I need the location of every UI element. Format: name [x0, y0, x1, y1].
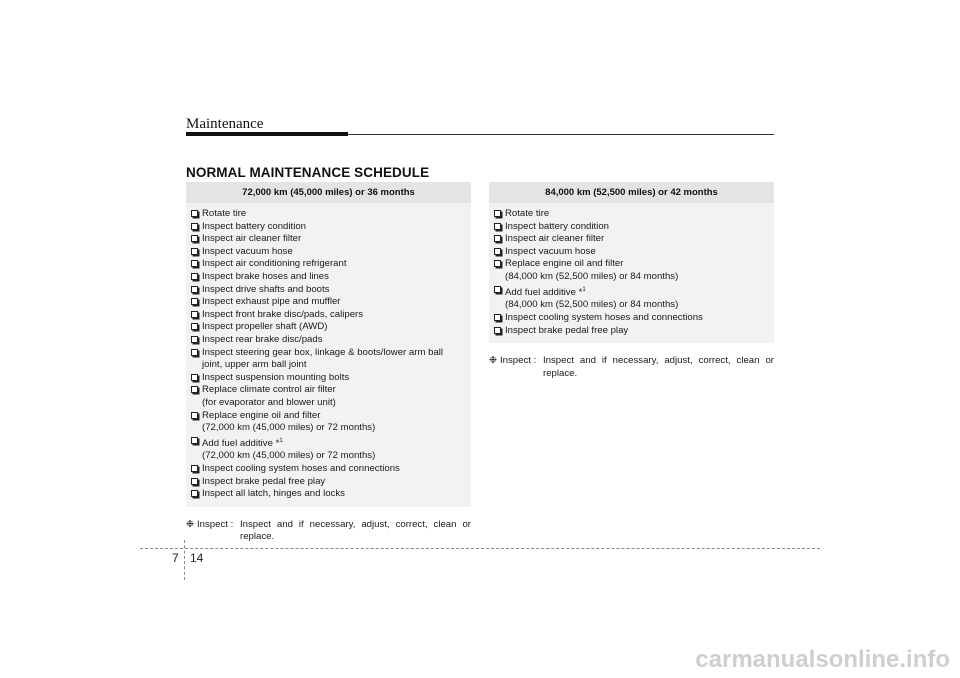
- list-item: Inspect all latch, hinges and locks: [190, 488, 467, 501]
- checkbox-icon: [494, 260, 501, 267]
- schedule-box: [186, 182, 471, 507]
- checkbox-icon: [191, 374, 198, 381]
- checkbox-icon: [494, 210, 501, 217]
- list-item: Inspect steering gear box, linkage & boots/lower arm ball: [190, 347, 467, 360]
- list-item-detail: (72,000 km (45,000 miles) or 72 months): [202, 450, 376, 462]
- checkbox-icon: [191, 465, 198, 472]
- inspect-note: [186, 519, 471, 544]
- list-item: Inspect drive shafts and boots: [190, 284, 467, 297]
- checkbox-icon: [191, 349, 198, 356]
- list-item: Inspect air conditioning refrigerant: [190, 258, 467, 271]
- checkbox-icon: [191, 490, 198, 497]
- list-item: Inspect brake hoses and lines: [190, 271, 467, 284]
- checkbox-icon: [191, 336, 198, 343]
- checkbox-icon: [191, 478, 198, 485]
- schedule-72000km: [186, 182, 471, 544]
- list-item: Inspect exhaust pipe and muffler: [190, 296, 467, 309]
- list-item: Inspect battery condition: [493, 221, 770, 234]
- note-text: Inspect and if necessary, adjust, correct, clean or replace.: [240, 518, 471, 543]
- schedule-items: [489, 203, 774, 343]
- list-item: Replace climate control air filter: [190, 384, 467, 397]
- list-item: Inspect front brake disc/pads, calipers: [190, 309, 467, 322]
- list-item: Add fuel additive *$^1$: [190, 435, 467, 451]
- note-marker-icon: ❉: [489, 355, 498, 367]
- note-marker-icon: ❉: [186, 518, 195, 530]
- chapter-number: 7: [172, 551, 179, 565]
- footer-rule: [140, 548, 820, 549]
- checkbox-icon: [494, 327, 501, 334]
- header-title: Maintenance: [186, 116, 264, 132]
- list-item: Inspect air cleaner filter: [190, 233, 467, 246]
- list-item: Inspect cooling system hoses and connections: [190, 463, 467, 476]
- list-item: Replace engine oil and filter: [190, 410, 467, 423]
- list-item: Inspect vacuum hose: [493, 246, 770, 259]
- checkbox-icon: [494, 223, 501, 230]
- inspect-note: [489, 355, 774, 380]
- checkbox-icon: [191, 223, 198, 230]
- checkbox-icon: [191, 248, 198, 255]
- list-item-detail: (84,000 km (52,500 miles) or 84 months): [505, 299, 679, 311]
- section-title: NORMAL MAINTENANCE SCHEDULE: [186, 165, 430, 180]
- page-number: 14: [190, 551, 204, 565]
- checkbox-icon: [191, 437, 198, 444]
- footnote-marker: 1: [582, 286, 586, 293]
- checkbox-icon: [191, 260, 198, 267]
- checkbox-icon: [191, 298, 198, 305]
- list-item: Inspect cooling system hoses and connections: [493, 312, 770, 325]
- watermark-text: carmanualsonline.info: [695, 646, 950, 673]
- checkbox-icon: [494, 235, 501, 242]
- list-item: Rotate tire: [493, 208, 770, 221]
- note-text: Inspect and if necessary, adjust, correct, clean or replace.: [543, 355, 774, 379]
- list-item-detail: (84,000 km (52,500 miles) or 84 months): [505, 270, 679, 282]
- schedule-box: [489, 182, 774, 343]
- checkbox-icon: [494, 248, 501, 255]
- list-item: Inspect vacuum hose: [190, 246, 467, 259]
- list-item: Replace engine oil and filter: [493, 258, 770, 271]
- checkbox-icon: [191, 412, 198, 419]
- schedule-84000km: [489, 182, 774, 380]
- header-rule-accent: [186, 132, 348, 136]
- list-item: Inspect brake pedal free play: [493, 325, 770, 338]
- schedule-items: [186, 203, 471, 507]
- list-item: Inspect air cleaner filter: [493, 233, 770, 246]
- list-item-detail: (for evaporator and blower unit): [202, 396, 336, 408]
- list-item: Inspect brake pedal free play: [190, 476, 467, 489]
- checkbox-icon: [191, 286, 198, 293]
- list-item: Inspect battery condition: [190, 221, 467, 234]
- list-item: Inspect propeller shaft (AWD): [190, 321, 467, 334]
- list-item: Inspect suspension mounting bolts: [190, 372, 467, 385]
- checkbox-icon: [191, 311, 198, 318]
- list-item: Inspect rear brake disc/pads: [190, 334, 467, 347]
- list-item-detail: (72,000 km (45,000 miles) or 72 months): [202, 422, 376, 434]
- checkbox-icon: [191, 323, 198, 330]
- checkbox-icon: [494, 286, 501, 293]
- checkbox-icon: [191, 235, 198, 242]
- note-prefix: Inspect :: [197, 518, 234, 530]
- checkbox-icon: [191, 273, 198, 280]
- schedule-heading: 84,000 km (52,500 miles) or 42 months: [489, 182, 774, 203]
- footnote-marker: 1: [279, 437, 283, 444]
- list-item: Add fuel additive *$^1$: [493, 284, 770, 300]
- checkbox-icon: [191, 210, 198, 217]
- checkbox-icon: [494, 314, 501, 321]
- checkbox-icon: [191, 386, 198, 393]
- list-item-continuation: joint, upper arm ball joint: [202, 359, 307, 371]
- note-prefix: Inspect :: [500, 355, 537, 367]
- schedule-heading: 72,000 km (45,000 miles) or 36 months: [186, 182, 471, 203]
- list-item: Rotate tire: [190, 208, 467, 221]
- footer-divider: [184, 540, 185, 580]
